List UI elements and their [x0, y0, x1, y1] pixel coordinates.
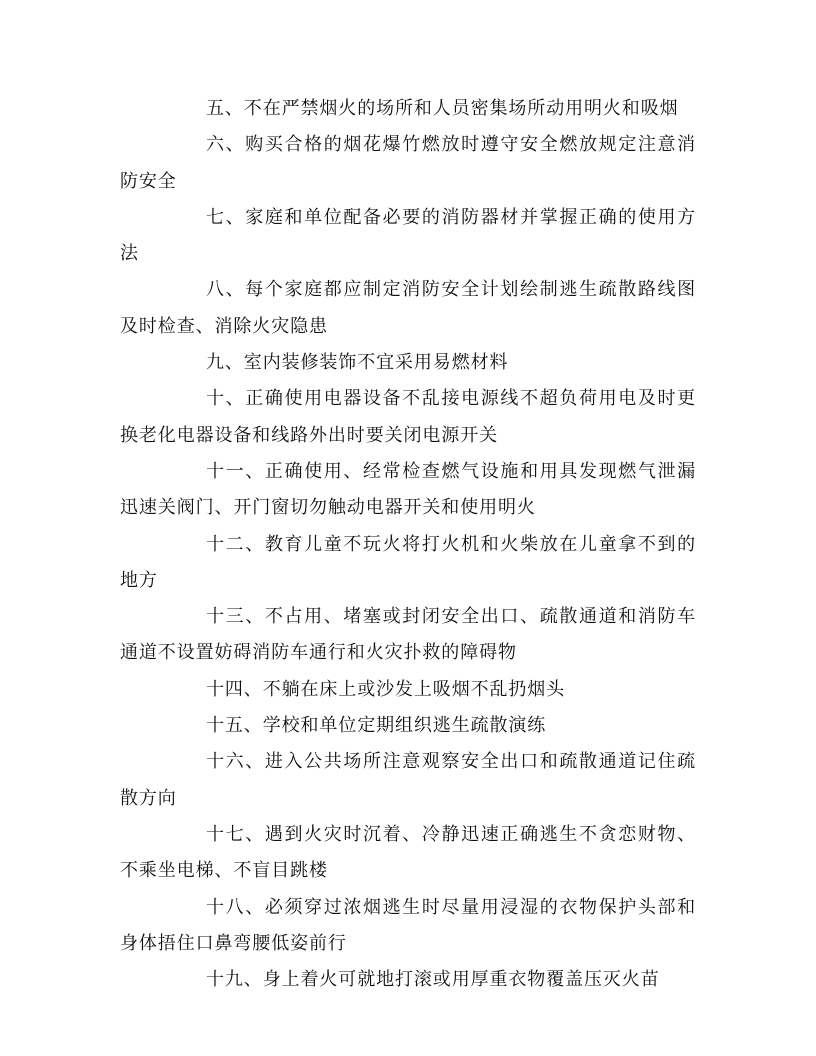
document-body	[120, 91, 696, 998]
paragraph-item-13: 十三、不占用、堵塞或封闭安全出口、疏散通道和消防车通道不设置妨碍消防车通行和火灾扑救的障碍物	[120, 606, 696, 664]
paragraph-item-17: 十七、遇到火灾时沉着、冷静迅速正确逃生不贪恋财物、不乘坐电梯、不盲目跳楼	[120, 823, 696, 882]
paragraph-item-11: 十一、正确使用、经常检查燃气设施和用具发现燃气泄漏迅速关阀门、开门窗切勿触动电器开关和使用明火	[120, 460, 696, 519]
paragraph-item-14: 十四、不躺在床上或沙发上吸烟不乱扔烟头	[206, 678, 566, 700]
paragraph-item-7: 七、家庭和单位配备必要的消防器材并掌握正确的使用方法	[120, 206, 696, 265]
paragraph-item-16: 十六、进入公共场所注意观察安全出口和疏散通道记住疏散方向	[120, 751, 696, 809]
paragraph-item-8: 八、每个家庭都应制定消防安全计划绘制逃生疏散路线图及时检查、消除火灾隐患	[120, 279, 696, 337]
paragraph-item-9: 九、室内装修装饰不宜采用易燃材料	[206, 352, 509, 374]
paragraph-item-10: 十、正确使用电器设备不乱接电源线不超负荷用电及时更换老化电器设备和线路外出时要关闭电源开关	[120, 388, 696, 446]
paragraph-item-18: 十八、必须穿过浓烟逃生时尽量用浸湿的衣物保护头部和身体捂住口鼻弯腰低姿前行	[120, 896, 696, 954]
paragraph-item-5: 五、不在严禁烟火的场所和人员密集场所动用明火和吸烟	[206, 98, 679, 119]
paragraph-item-12: 十二、教育儿童不玩火将打火机和火柴放在儿童拿不到的地方	[120, 533, 696, 591]
paragraph-item-15: 十五、学校和单位定期组织逃生疏散演练	[206, 715, 547, 737]
paragraph-item-6: 六、购买合格的烟花爆竹燃放时遵守安全燃放规定注意消防安全	[120, 134, 696, 192]
paragraph-item-19: 十九、身上着火可就地打滚或用厚重衣物覆盖压灭火苗	[206, 969, 660, 991]
